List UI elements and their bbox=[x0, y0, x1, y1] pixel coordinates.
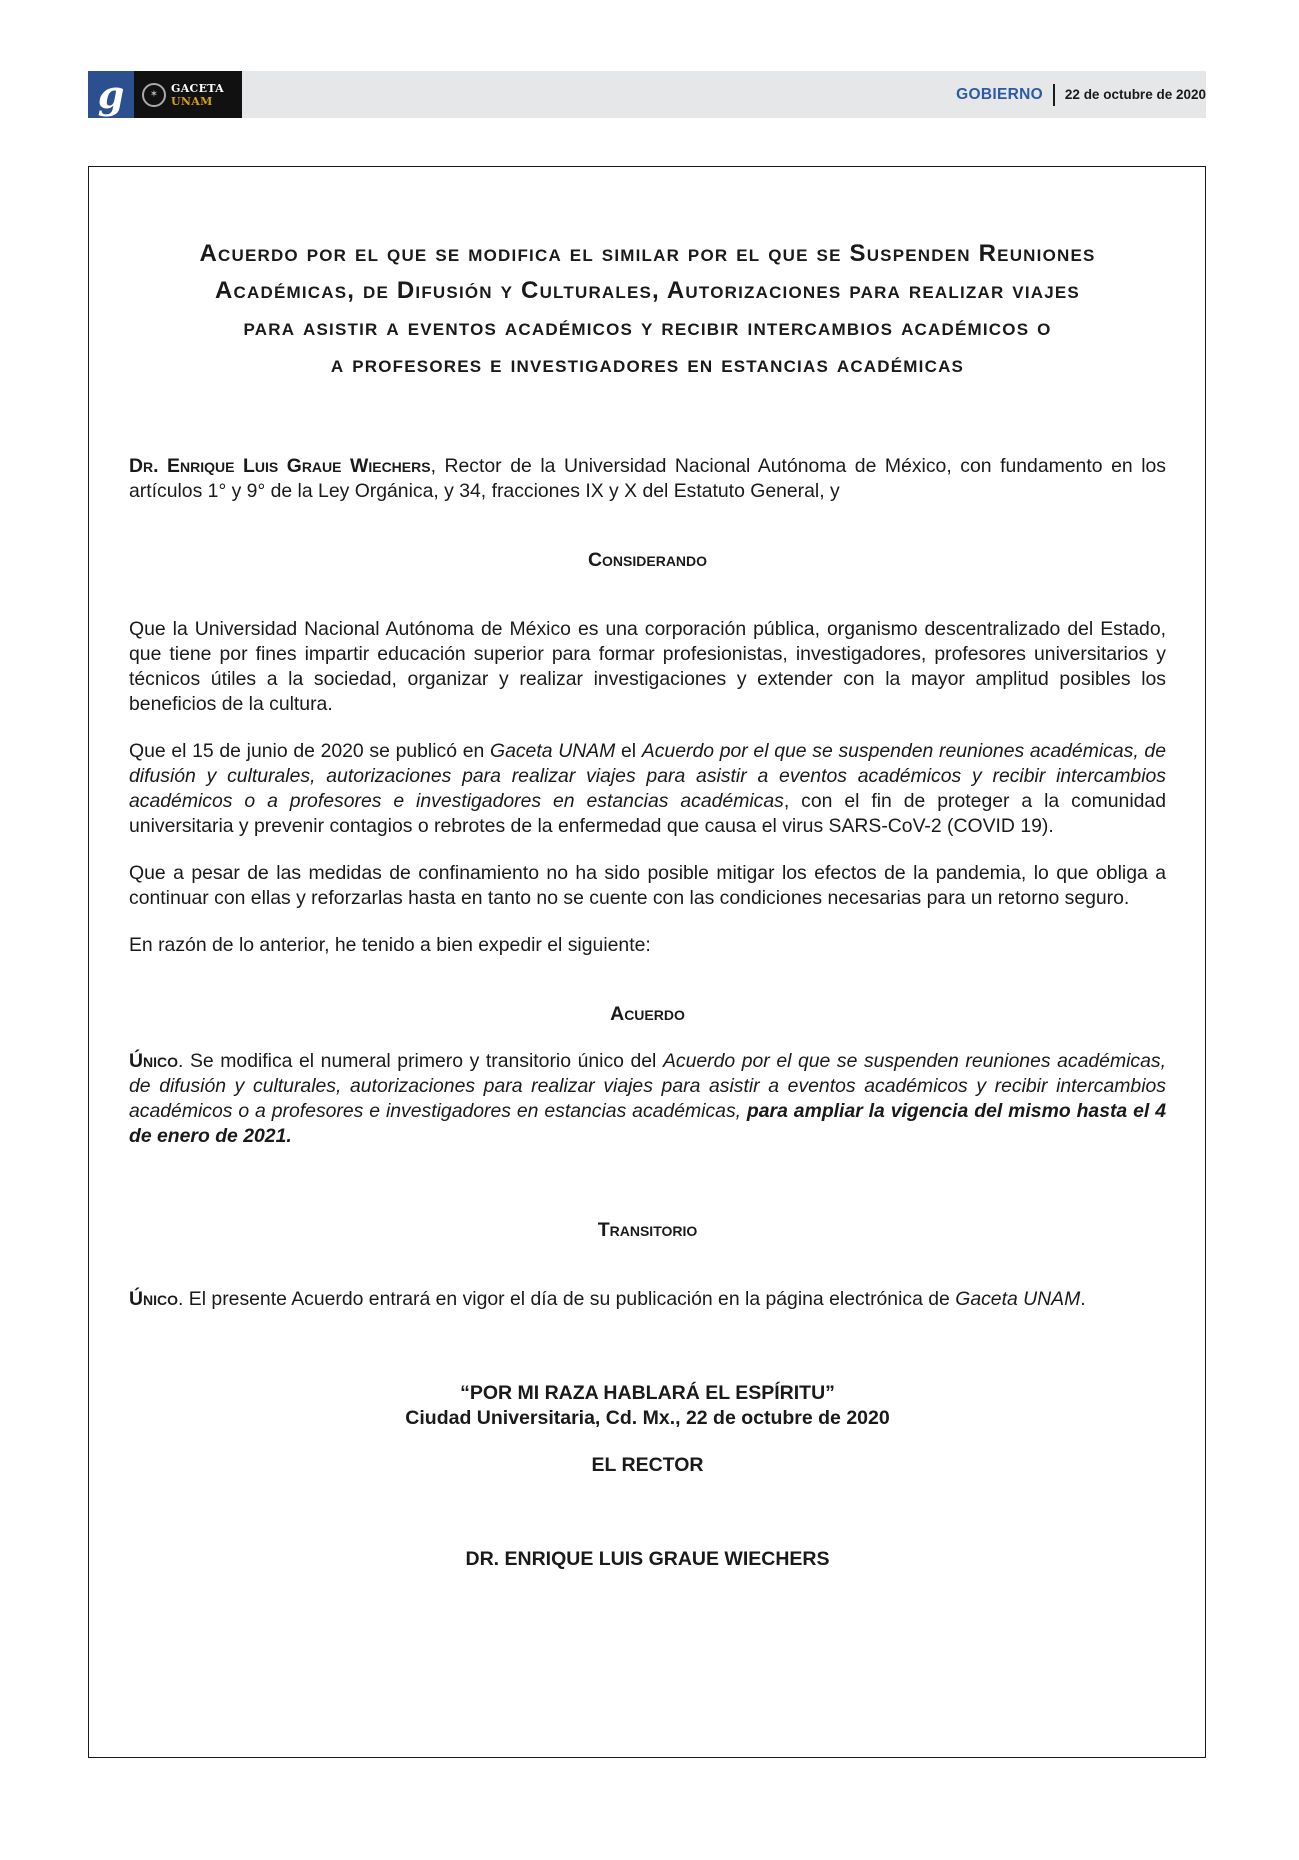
header-date: 22 de octubre de 2020 bbox=[1064, 87, 1206, 102]
considerando-paragraph-4: En razón de lo anterior, he tenido a bien expedir el siguiente: bbox=[129, 934, 651, 956]
intro-paragraph bbox=[129, 454, 1166, 504]
considerando-paragraph-2 bbox=[129, 739, 1166, 839]
considerando-heading: Considerando bbox=[587, 549, 708, 571]
p2-text-b: el bbox=[615, 740, 642, 762]
p2-gaceta: Gaceta UNAM bbox=[490, 740, 616, 762]
acuerdo-heading: Acuerdo bbox=[610, 1003, 685, 1025]
p2-text-c: , con el fin de proteger a la comunidad universitaria y prevenir contagios o rebrotes de la enfermedad que causa el virus SARS-CoV-2 (COVID 19). bbox=[129, 790, 1166, 837]
gaceta-unam-logo bbox=[134, 71, 242, 118]
motto: “POR MI RAZA HABLARÁ EL ESPÍRITU” bbox=[460, 1382, 835, 1404]
gaceta-logo-mark: g bbox=[88, 71, 134, 118]
section-label: GOBIERNO bbox=[956, 85, 1043, 103]
considerando-paragraph-3: Que a pesar de las medidas de confinamiento no ha sido posible mitigar los efectos de la pandemia, lo que obliga a continuar con ellas y reforzarlas hasta en tanto no se cuente con las condiciones necesarias para un retorno seguro. bbox=[129, 862, 1166, 909]
signatory-name: DR. ENRIQUE LUIS GRAUE WIECHERS bbox=[465, 1548, 830, 1570]
logo-line-unam: UNAM bbox=[171, 94, 213, 108]
transitorio-text-a: . El presente Acuerdo entrará en vigor el día de su publicación en la página electrónica de bbox=[178, 1288, 956, 1310]
acuerdo-text-bold: para ampliar la vigencia del mismo hasta el 4 de enero de 2021. bbox=[129, 1100, 1166, 1147]
transitorio-text-b: . bbox=[1080, 1288, 1086, 1310]
intro-text: , Rector de la Universidad Nacional Autónoma de México, con fundamento en los artículos 1° y 9° de la Ley Orgánica, y 34, fracciones IX y X del Estatuto General, y bbox=[129, 455, 1166, 502]
header-separator bbox=[1053, 84, 1055, 106]
p2-text-a: Que el 15 de junio de 2020 se publicó en bbox=[129, 740, 490, 762]
place-date: Ciudad Universitaria, Cd. Mx., 22 de octubre de 2020 bbox=[405, 1407, 890, 1429]
title-line: para asistir a eventos académicos y recibir intercambios académicos o bbox=[243, 314, 1052, 341]
title-line: Académicas, de Difusión y Culturales, Autorizaciones para realizar viajes bbox=[215, 277, 1080, 304]
p2-acuerdo-title: Acuerdo por el que se suspenden reuniones académicas, de difusión y culturales, autorizaciones para realizar viajes para asistir a eventos académicos y recibir intercambios académicos o a profesores e investigadores en estancias académicas bbox=[129, 740, 1166, 812]
document-title bbox=[129, 235, 1166, 383]
transitorio-heading: Transitorio bbox=[597, 1219, 698, 1241]
document-content bbox=[129, 235, 1166, 1572]
transitorio-gaceta: Gaceta UNAM bbox=[955, 1288, 1081, 1310]
title-line: a profesores e investigadores en estancias académicas bbox=[330, 351, 965, 378]
transitorio-paragraph bbox=[129, 1287, 1166, 1312]
acuerdo-title-italic: Acuerdo por el que se suspenden reuniones académicas, de difusión y culturales, autorizaciones para realizar viajes para asistir a eventos académicos y recibir intercambios académicos o a profesores e investigadores en estancias académicas, bbox=[129, 1050, 1166, 1122]
signature-role: EL RECTOR bbox=[591, 1454, 704, 1476]
acuerdo-text-a: . Se modifica el numeral primero y transitorio único del bbox=[178, 1050, 663, 1072]
considerando-paragraph-1: Que la Universidad Nacional Autónoma de México es una corporación pública, organismo descentralizado del Estado, que tiene por fines impartir educación superior para formar profesionistas, investigadores, profesores universitarios y técnicos útiles a la sociedad, organizar y realizar investigaciones y extender con la mayor amplitud posibles los beneficios de la cultura. bbox=[129, 618, 1166, 715]
logo-line-gaceta: GACETA bbox=[171, 81, 224, 95]
unam-seal-icon: ✶ bbox=[142, 83, 166, 107]
acuerdo-unico-label: Único bbox=[129, 1050, 179, 1072]
title-line: Acuerdo por el que se modifica el similar por el que se Suspenden Reuniones bbox=[199, 240, 1096, 267]
acuerdo-paragraph bbox=[129, 1049, 1166, 1149]
header-meta bbox=[956, 71, 1206, 118]
rector-name: Dr. Enrique Luis Graue Wiechers bbox=[129, 455, 431, 477]
transitorio-unico-label: Único bbox=[129, 1288, 179, 1310]
